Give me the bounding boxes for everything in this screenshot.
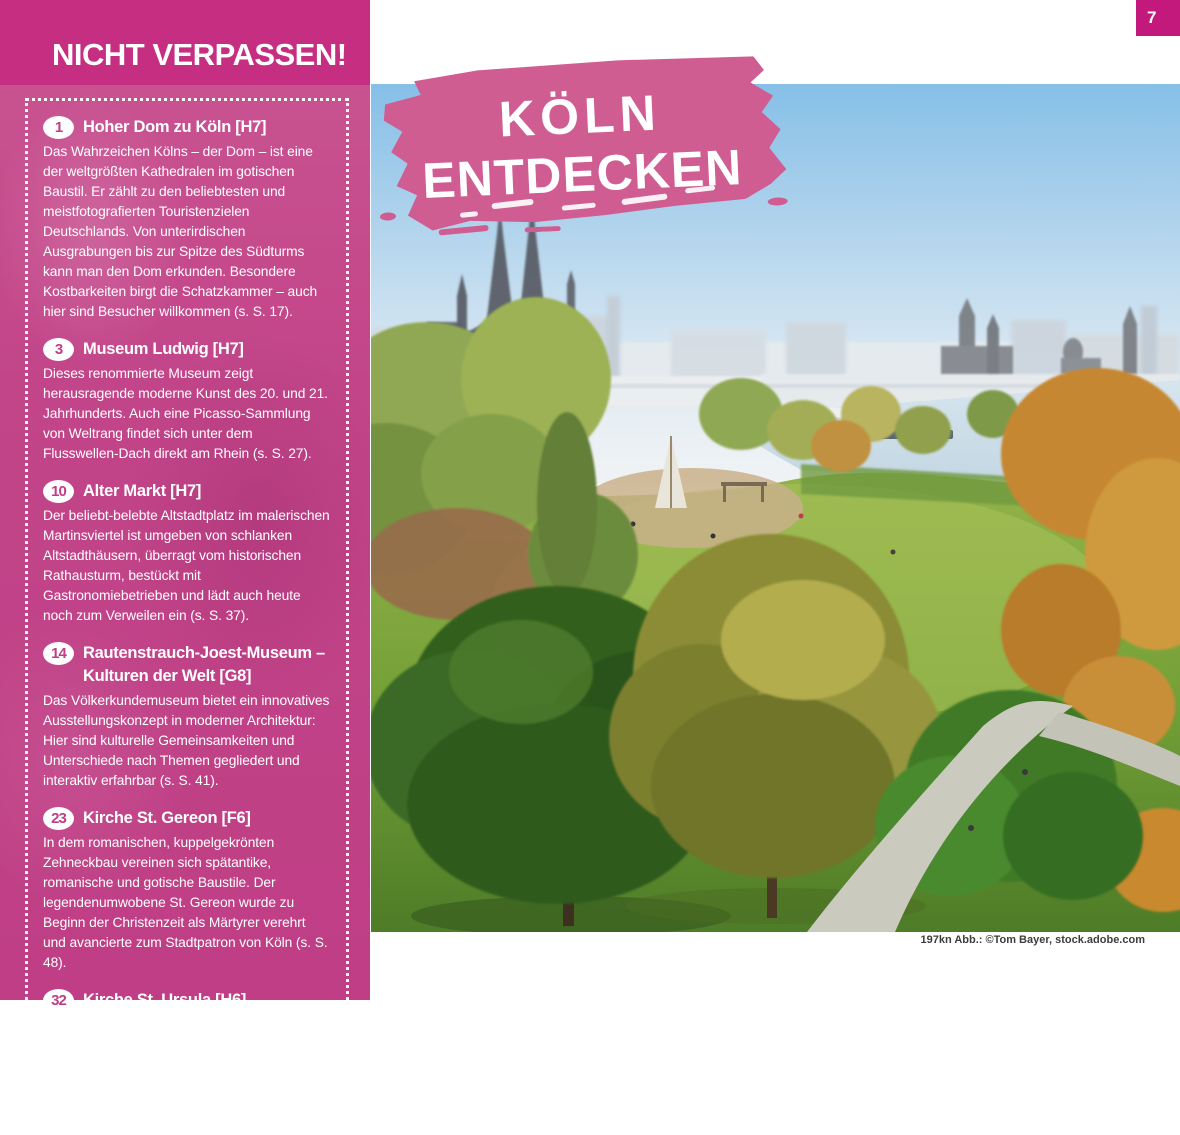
poi-title: Hoher Dom zu Köln [H7] [83,118,267,136]
sidebar-title: NICHT VERPASSEN! [52,37,347,72]
poi-title: Rautenstrauch-Joest-Museum – Kulturen der Welt [G8] [83,644,325,685]
poi-number-badge: 3 [43,338,74,361]
poi-description: In dem romanischen, kuppelgekrönten Zehneckbau vereinen sich spätantike, romanische und gotische Baustile. Der legendenumwobene St. Gereon wurde zu Beginn der Christenzeit als Märtyrer verehrt und avancierte zum Stadtpatron von Köln (s. S. 48). [43,835,328,970]
hero-banner-text [367,49,794,239]
hero-banner [367,49,794,239]
poi-item [43,989,331,1135]
sidebar-header [0,0,370,85]
hero-title-line1: KÖLN [497,84,662,148]
poi-description: Das Völkerkundemuseum bietet ein innovatives Ausstellungskonzept in moderner Architektur: Hier sind kulturelle Gemeinsamkeiten und Unterschiede nach Themen gegliedert und interaktiv erfahrbar (s. S. 41). [43,693,330,788]
poi-number-badge: 14 [43,642,74,665]
poi-item [43,807,331,973]
poi-description: Dieses renommierte Museum zeigt herausragende moderne Kunst des 20. und 21. Jahrhunderts. Auch eine Picasso-Sammlung von Weltrang findet sich unter dem Flusswellen-Dach direkt am Rhein (s. S. 27). [43,366,328,461]
poi-item [43,480,331,626]
poi-title: Museum Ludwig [H7] [83,340,244,358]
poi-number-badge: 32 [43,989,74,1012]
poi-item [43,116,331,322]
page-number: 7 [1147,8,1157,27]
poi-number-badge: 1 [43,116,74,139]
poi-item [43,642,331,791]
poi-item [43,338,331,464]
dotted-border-frame [25,98,349,1132]
hero-title-line2: ENTDECKEN [421,139,744,209]
poi-title: Alter Markt [H7] [83,482,202,500]
poi-description: Der beliebt-belebte Altstadtplatz im malerischen Martinsviertel ist umgeben von schlanken Altstadthäusern, überragt vom historischen Rathausturm, bestückt mit Gastronomiebetrieben und lädt auch heute noch zum Verweilen ein (s. S. 37). [43,508,330,623]
poi-title: Kirche St. Ursula [H6] [83,991,247,1009]
photo-credit: 197kn Abb.: ©Tom Bayer, stock.adobe.com [920,934,1145,946]
page-number-badge [1136,0,1180,36]
poi-number-badge: 23 [43,807,74,830]
poi-number-badge: 10 [43,480,74,503]
poi-description: Das Wahrzeichen Kölns – der Dom – ist eine der weltgrößten Kathedralen im gotischen Baustil. Er zählt zu den beliebtesten und meistfotografierten Touristenzielen Deutschlands. Von unterirdischen Ausgrabungen bis zur Spitze des Südturms kann man den Dom erkunden. Besondere Kostbarkeiten birgt die Schatzkammer – auch hier sind Besucher willkommen (s. S. 17). [43,144,318,319]
poi-description: Die romanische Emporenbasilika mit Gebeinkammer und ausgestelltem Kirchenschatz entstand zu Ehren der heiligen Ursula, die der Legende nach einen blutigen Märtyrertod gestorben sein soll und Kölns weiblicher Schutzpatron ist (s. S. 55). [43,1017,317,1132]
sidebar [0,0,370,1132]
poi-title: Kirche St. Gereon [F6] [83,809,251,827]
